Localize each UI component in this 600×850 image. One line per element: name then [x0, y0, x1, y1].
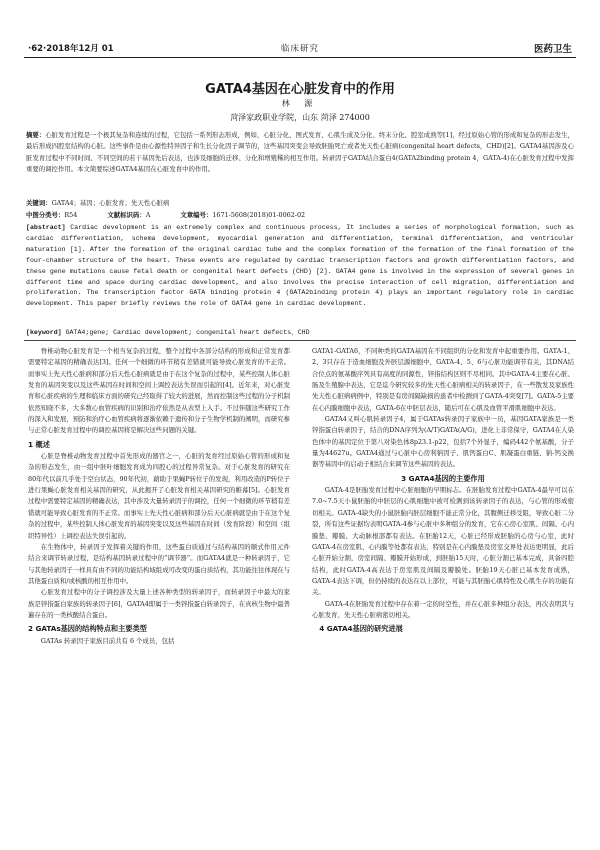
- article-id: 文章编号：1671-5608(2018)01-0062-02: [180, 211, 306, 219]
- section-heading-overview: 1 概述: [28, 439, 50, 449]
- section-separator: [24, 340, 576, 341]
- keywords-cn-label: 关键词：: [26, 199, 52, 207]
- keywords-en: [26, 328, 574, 338]
- body-paragraph: 心脏发育过程中的分子调控涉及大量上述各种类型的转录因子，而转录因子中最大的家族是锌指蛋白家族的转录因子[6]，GATA4即属于一类锌指蛋白转录因子，在真核生物中最普遍存在的一类核酸结合蛋白。: [28, 588, 290, 619]
- journal-name: 医药卫生: [533, 44, 572, 55]
- abstract-en-label: [abstract]: [26, 224, 66, 231]
- column-label: 临床研究: [280, 44, 319, 54]
- body-paragraph: GATA-4是胚胎发育过程中心脏细胞的早期标志。在胚胎发育过程中GATA-4最早可以在7.0~7.5天小鼠胚胎的中胚层的心肌细胞中被可检测到该转录因子的表达，与心管的形成密切相关。GATA-4缺失的小鼠胚胎内胚层细胞不能正常分化，其腹侧迁移受阻，导致心脏二分裂，所有这些证据均表明GATA-4参与心脏中多种组分的发育，它在心房心室肌、间隔、心内膜垫、瓣膜、大动脉根部都有表达。在胚胎12天，心脏已经形成胚胎的心房与心室，此时GATA-4在房室肌、心内膜等处都有表达，特别是在心内膜垫及房室交界处表达更明显，此后心脏开始分割，房室间隔、瓣膜开始形成，到胚胎15天时，心脏分割已基本完成，具备四腔结构，此时GATA-4高表达于房室肌及间隔及瓣膜处。胚胎19天心脏已基本发育成熟，GATA-4表达下调，但仍持续的表达在以上部位，可能与其胚胎心肌特性及心肌生存的功能有关。: [312, 486, 574, 597]
- body-paragraph: GATA1-GATA6，不同种类的GATA基因在不同组织的分化和发育中起重要作用。GATA-1、2、3只存在于造血细胞及外胚层源细胞中，GATA-4、5、6与心脏功能调节有关，其DNA结合位点的氨基酸序列具有高度的同源性，锌指结构区则不尽相同。其中GATA-4主要在心脏、肠及生殖腺中表达，它是迄今研究较多的先天性心脏病相关的转录因子，在一些散发及家族性先天性心脏病病例中，特别是有房间隔缺损的患者中检测到了GATA-4突变[7]。GATA-5主要在心内膜细胞中表达，GATA-6在中胚层表达，随后可在心肌及血管平滑肌细胞中表达。: [312, 347, 575, 412]
- abstract-cn: [26, 130, 574, 175]
- body-paragraph: 在生物体中，转录因子发挥着关键的作用，这些蛋白质通过与结构基因的顺式作用元件结合来调节转录过程，是结构基因转录过程中的“调节器”。而GATA4就是一种转录因子，它与其他转录因子一样具有由不同的功能结构域组成可改变的蛋白质结构，其功能往往体现在与其他蛋白质和/或核酸的相互作用中。: [28, 542, 291, 585]
- body-column-right: [312, 346, 574, 636]
- intro-paragraph: 脊椎动物心脏发育是一个相当复杂的过程，整个过程中各部分结构的形成和正常发育都需要特定基因的精确表达[3]。任何一个细微的环节稍有差错就可能导致心脏发育的不正常。而事实上先天性心脏病和部分后天性心脏病就是由于在这个复杂的过程中，某些控制人体心脏发育的基因突变以及这些基因在时间和空间上调控表达失误而引起的[4]。近年来，对心脏发育和心脏疾病的生理和临床方面的研究已经取得了较大的进展，然而控制这些过程的分子机制依然知晓不多，大多数心血管疾病的识别和治疗依然是从表型上入手。不过伴随这些研究工作的深入和发展，预防和治疗心血管疾病将逐渐依赖于遗传和分子生物学机制的阐明，而研究参与正常心脏发育过程中的调控基因将是解决这些问题的关键。: [28, 347, 291, 435]
- article-title: GATA4基因在心脏发育中的作用: [205, 82, 395, 97]
- running-header: [24, 40, 576, 56]
- keywords-cn-text: GATA4；基因；心脏发育；先天性心脏病: [51, 199, 170, 207]
- body-paragraph: GATA-4在胚胎发育过程中存在着一定的时空性，并在心脏多种组分表达，再次表明其与心脏发育、先天性心脏病密切相关。: [312, 599, 574, 619]
- clc-number: 中图分类号：R54: [26, 211, 78, 219]
- affiliation: 菏泽家政职业学院，山东 菏泽 274000: [230, 113, 370, 122]
- classification-line: [26, 210, 574, 221]
- page-info: ·62·2018年12月 01: [28, 44, 114, 54]
- keywords-en-text: GATA4;gene; Cardiac development; congenital heart defects，CHD: [61, 329, 310, 336]
- body-paragraph: GATAs 转录因子家族目前共有 6 个成员，包括: [40, 636, 175, 645]
- document-code: 文献标识码：A: [107, 211, 151, 219]
- keywords-en-label: [keyword]: [26, 329, 62, 336]
- header-rule: [24, 57, 576, 58]
- abstract-en-text: Cardiac development is an extremely complex and continuous process, It includes a series of morphological formation, such as cardiac differentiation, schema development, myocardial generation and differentiation, terminal differentiation, and ventricular maturation [1]. After the formation of the original cardiac tube and the complex formation of the formation of the final formation of the four-chamber structure of the heart. These events are regulated by cardiac transcription factors and growth differentiation factors, and these gene mutations cause fetal death or congenital heart defects (CHD) [2]. GATA4 gene is involved in the expression of several genes in different time and space during cardiac development, and also involves the precise interaction of cell migration, differentiation and proliferation. The transcription factor GATA binding protein 4 (GATA2binding protein 4) plays an important regulatory role in cardiac development. This paper briefly reviews the role of GATA4 gene in cardiac development.: [26, 224, 574, 308]
- body-column-left: [28, 346, 290, 647]
- section-heading-gatas: 2 GATAs基因的结构特点和主要类型: [28, 624, 147, 634]
- section-heading-progress: 4 GATA4基因的研究进展: [319, 624, 403, 634]
- body-paragraph: GATA4又叫心肌转录因子4，属于GATAs转录因子家族中一员，基因GATA家族是一类锌指蛋白转录因子，结合的DNA序列为(A/T)GATA(A/G)，进化上非常保守，GATA4在人染色体中的基因定位于第八对染色体8p23.1-p22，包括7个外显子，编码442个氨基酸，分子量为44627u。GATA4通过与心脏中心房利钠因子、肌钙蛋白C、肌凝蛋白重链、钠-钙交换器等基因中的启动子相结合来调节这些基因的表达。: [312, 415, 574, 469]
- author: 林 源: [281, 99, 319, 108]
- keywords-cn: [26, 198, 574, 209]
- abstract-cn-label: 摘要：: [26, 131, 46, 139]
- abstract-cn-text: 心脏发育过程是一个极其复杂和连续的过程，它包括一系列形态形成，例如，心脏分化、图式发育、心肌生成及分化、终末分化、腔室成熟等[1]，经过原始心管的形成和复杂的形态发生，最后形成四腔室结构的心脏。这些事件是由心源性特异因子和生长分化因子调节的，这些基因突变会导致胚胎死亡或者先天性心脏病(congenital heart defects，CHD)[2]。GATA4基因涉及心脏发育过程中不同时间、不同空间的若干基因先后表达，也涉及细胞的迁移、分化和增殖稀的相互作用。转录因子GATA结合蛋白4(GATA2binding protein 4，GATA-4)在心脏发育过程中发挥重要的调控作用。本文简要综述GATA4基因在心脏发育中的作用。: [26, 131, 574, 173]
- body-paragraph: 心脏是脊椎动物发育过程中首先形成的器官之一，心脏的发育经过原始心管的形成和复杂的形态发生，由一组中胚叶细胞发育成为四腔心的过程异常复杂。对于心脏发育的研究在80年代以前几乎处于空白状态，90年代初，藉助于果蝇P转位子的发现，利用改造的P转位子进行果蝇心脏发育相关基因的研究，从此揭开了心脏发育相关基因研究的帷幕[5]。心脏发育过程中需要特定基因的精确表达，其中涉及大量转录因子的调控，任何一个细微的环节稍有差错就可能导致心脏发育的不正常。而事实上先天性心脏病和部分后天心脏病就是由于在这个复杂的过程中，某些控制人体心脏发育的基因突变以及这些基因在时间（发育阶段）和空间（组织特异性）上调控表达失误引起的。: [28, 452, 291, 540]
- abstract-en: [26, 223, 574, 310]
- section-heading-functions: 3 GATA4基因的主要作用: [401, 473, 485, 483]
